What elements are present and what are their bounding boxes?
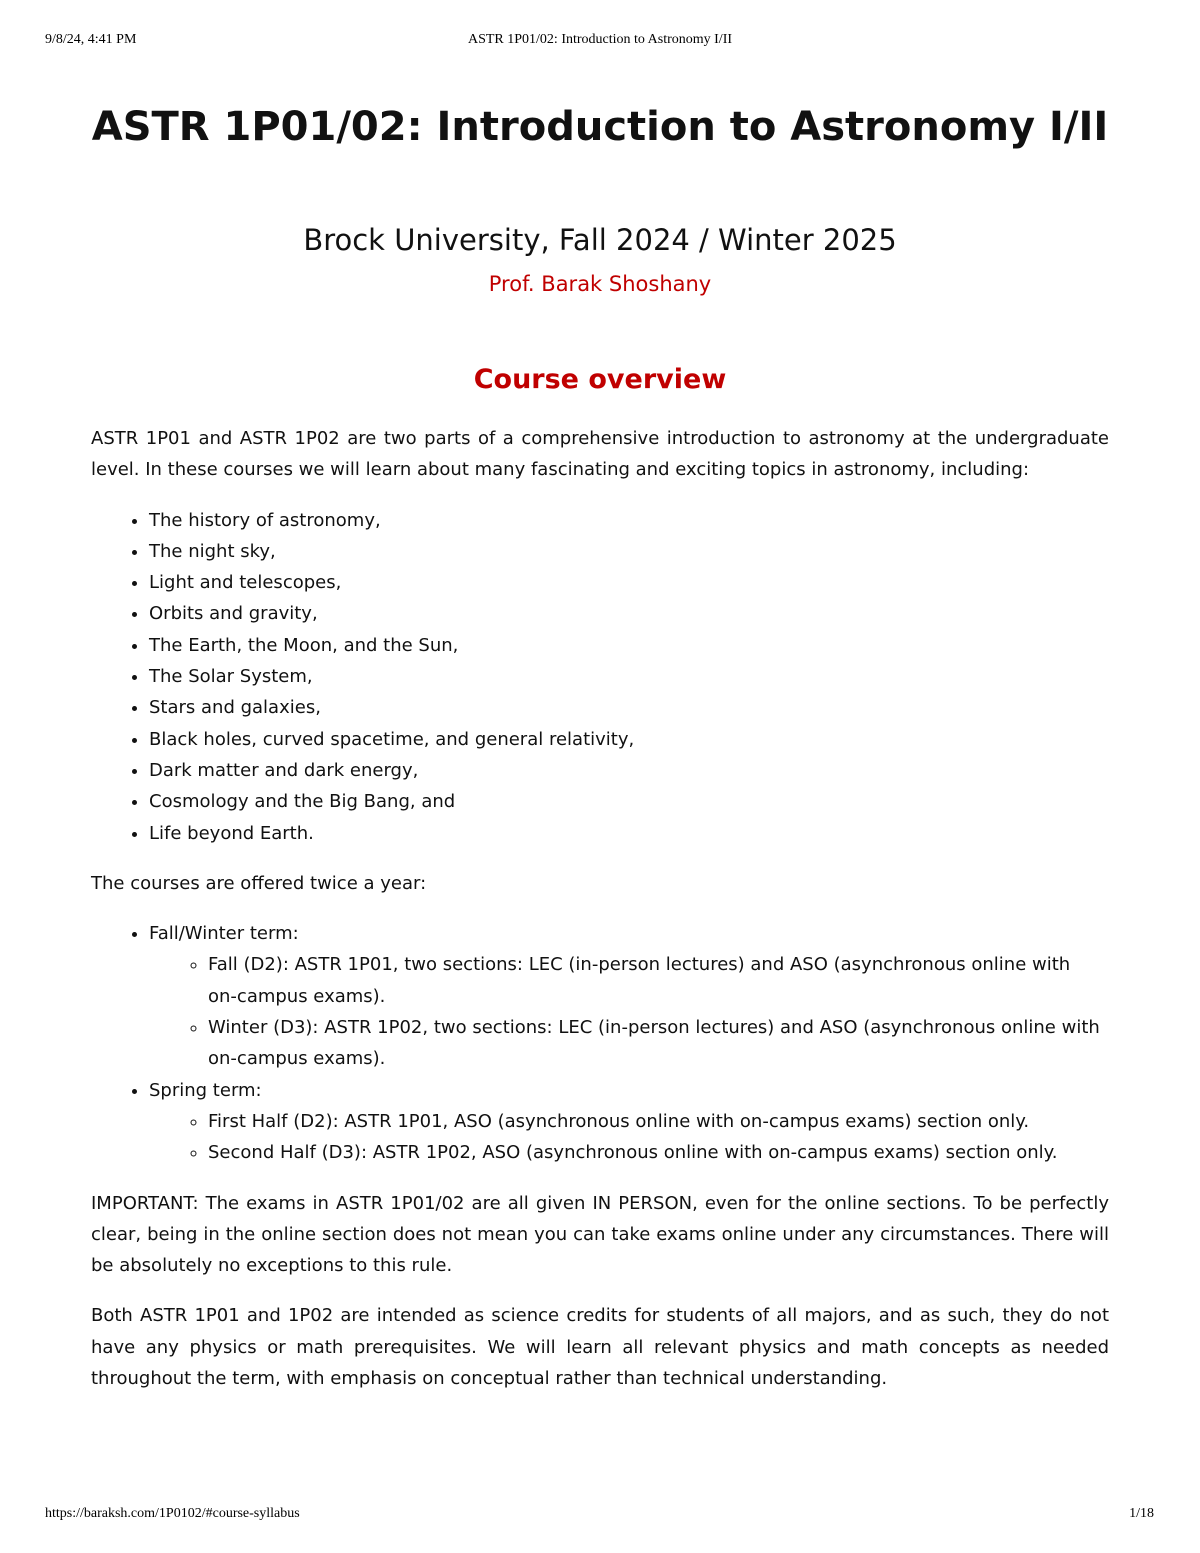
term-section-item: ◦ First Half (D2): ASTR 1P01, ASO (asynchronous online with on-campus exams) section only. bbox=[208, 1106, 1109, 1137]
topic-item: • The night sky, bbox=[149, 536, 1109, 567]
topic-item: • Black holes, curved spacetime, and general relativity, bbox=[149, 724, 1109, 755]
term-sections-list bbox=[149, 1106, 1109, 1169]
term-section-item: ◦ Fall (D2): ASTR 1P01, two sections: LEC (in-person lectures) and ASO (asynchronous online with on-campus exams). bbox=[208, 949, 1109, 1012]
credits-paragraph: Both ASTR 1P01 and 1P02 are intended as science credits for students of all majors, and as such, they do not have any physics or math prerequisites. We will learn all relevant physics and math concepts as needed throughout the term, with emphasis on conceptual rather than technical understanding. bbox=[91, 1305, 1109, 1390]
term-section-item: ◦ Second Half (D3): ASTR 1P02, ASO (asynchronous online with on-campus exams) section only. bbox=[208, 1137, 1109, 1168]
document-author: Prof. Barak Shoshany bbox=[488, 272, 712, 296]
term-sections-list bbox=[149, 949, 1109, 1074]
document-title: ASTR 1P01/02: Introduction to Astronomy I/II bbox=[91, 104, 1109, 150]
topic-item: • Life beyond Earth. bbox=[149, 818, 1109, 849]
course-overview-body bbox=[91, 423, 1109, 1413]
page-number: 1/18 bbox=[1129, 1506, 1154, 1521]
topic-item: • Orbits and gravity, bbox=[149, 598, 1109, 629]
print-datetime: 9/8/24, 4:41 PM bbox=[45, 32, 137, 47]
terms-list bbox=[91, 918, 1109, 1168]
topic-item: • The Solar System, bbox=[149, 661, 1109, 692]
term-section-item: ◦ Winter (D3): ASTR 1P02, two sections: LEC (in-person lectures) and ASO (asynchronous online with on-campus exams). bbox=[208, 1012, 1109, 1075]
section-heading-course-overview: Course overview bbox=[473, 364, 727, 395]
topics-list bbox=[91, 505, 1109, 849]
topic-item: • Dark matter and dark energy, bbox=[149, 755, 1109, 786]
intro-paragraph: ASTR 1P01 and ASTR 1P02 are two parts of a comprehensive introduction to astronomy at the undergraduate level. In these courses we will learn about many fascinating and exciting topics in astronomy, including: bbox=[91, 428, 1109, 481]
page-url: https://baraksh.com/1P0102/#course-syllabus bbox=[45, 1506, 300, 1521]
document-subtitle: Brock University, Fall 2024 / Winter 2025 bbox=[303, 223, 897, 257]
term-label: Fall/Winter term: bbox=[149, 923, 299, 945]
term-fall-winter bbox=[149, 918, 1109, 1074]
term-spring bbox=[149, 1075, 1109, 1169]
print-page-title: ASTR 1P01/02: Introduction to Astronomy I/II bbox=[467, 32, 733, 47]
term-label: Spring term: bbox=[149, 1079, 262, 1101]
offered-paragraph: The courses are offered twice a year: bbox=[91, 872, 427, 894]
topic-item: • The Earth, the Moon, and the Sun, bbox=[149, 630, 1109, 661]
topic-item: • Stars and galaxies, bbox=[149, 692, 1109, 723]
important-paragraph: IMPORTANT: The exams in ASTR 1P01/02 are all given IN PERSON, even for the online sections. To be perfectly clear, being in the online section does not mean you can take exams online under any circumstances. There will be absolutely no exceptions to this rule. bbox=[91, 1192, 1109, 1277]
topic-item: • Light and telescopes, bbox=[149, 567, 1109, 598]
topic-item: • The history of astronomy, bbox=[149, 505, 1109, 536]
topic-item: • Cosmology and the Big Bang, and bbox=[149, 786, 1109, 817]
